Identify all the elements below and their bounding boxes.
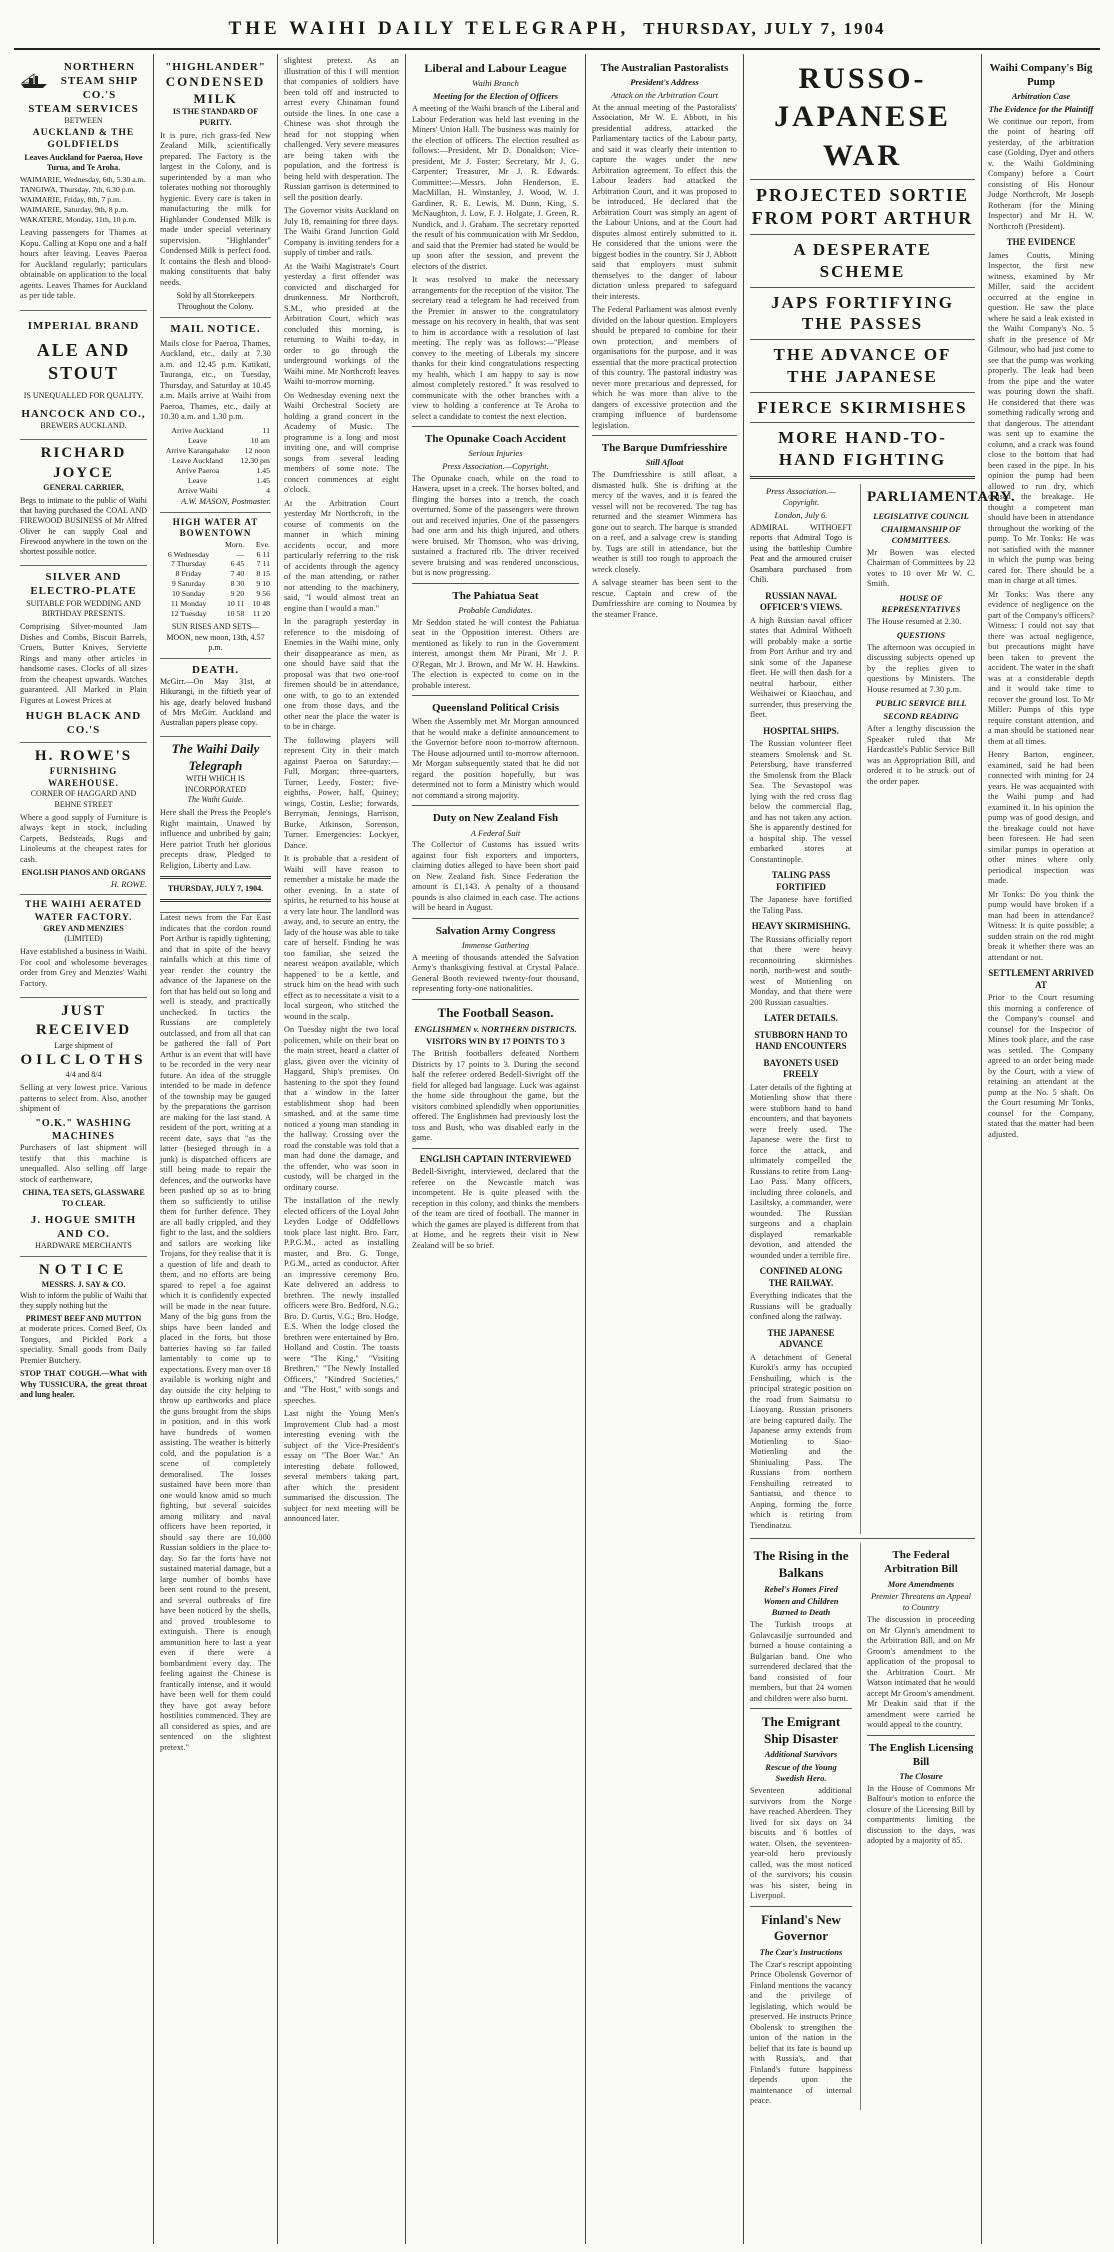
column-telegrams: Liberal and Labour League Waihi Branch Meeting for the Election of Officers A meeting of the Waihi branch of the Liberal and Labour Federation was held last evening in the Miners' Union Hall. The business was mainly for the election of officers. The election resulted as follows:—President, Mr D. Donaldson; Vice-president, Mr J. Foster; Secretary, Mr J. G. Carpenter; Treasurer, Mr J. R. Edwards. Committee:—Messrs. John Henderson, E. MacMillan, H. Winstanley, J. Wood, W. J. Gardiner, R. E. Lewis, M. Dunn, King, S. McNaughton, J. Low, F. J. Holgate, J. Green, R. Nundick, and J. Graham. The secretary reported the result of his communication with Mr Seddon, and said that the Premier had stated he would be up soon after the session, and prevent the electors of the district. It was resolved to make the necessary arrangements for the reception of the visitor. The secretary read a telegram he had received from the Premier in answer to the congratulatory message on his recovery in health, that was sent to him in accordance with a resolution of last meeting. The reply was as follows:—"Please convey to the meeting of Liberals my sincere thanks for their kind congratulations respecting my health, which I am happy to say is now almost completely restored." It was resolved to communicate with the other branches with a view to holding a conference at Te Aroha to select a candidate to contest the next election. The Opunake Coach Accident Serious Injuries Press Association.—Copyright. The Opunake coach, while on the road to Hawera, upset in a creek. The horses bolted, and flinging the horses into a trench, the coach overturned. Some of the passengers were thrown out and received injuries. One of the passengers had one arm and his thigh injured, and others were bruised. Mr Thomson, who was driving, sustained a fractured rib. The driver received severe bruising and was rendered unconscious, but is now progressing. The Pahiatua Seat Probable Candidates. Mr Seddon stated he will contest the Pahiatua seat in the Opposition interest. Others are mentioned as likely to run in the Government interest, amongst them Mr Pirani, Mr J. P. O'Regan, Mr J. Brown, and Mr W. H. Hawkins. The election is expected to come on in the probable interest. Queensland Political Crisis When the Assembly met Mr Morgan announced that he would make a definite announcement to the Governor before noon to-morrow afternoon. The House adjourned until to-morrow afternoon. Mr Morgan subsequently stated that he did not regard the position hopefully, but was determined not to form a Ministry which would not command a strong majority. Duty on New Zealand Fish A Federal Suit The Collector of Customs has issued writs against four fish exporters and importers, claiming duties alleged to have been short paid on New Zealand fish. Since Federation the amount is £1,143. A penalty of a thousand pounds is also claimed in each case. The actions will be heard in August. Salvation Army Congress Immense Gathering A meeting of thousands attended the Salvation Army's thanksgiving festival at Crystal Palace. General Booth reviewed twenty-four thousand, representing forty-one nationalities. The Football Season. ENGLISHMEN v. NORTHERN DISTRICTS. VISITORS WIN BY 17 POINTS TO 3 The British footballers defeated Northern Districts by 17 points to 3. During the second half the referee ordered Bedell-Sivright off the field for alleged bad language. Luck was against the home side throughout the game, but the visitors combined splendidly when opportunities offered. The Englishmen had previously lost the toss and Bush, who was disabled early in the game. ENGLISH CAPTAIN INTERVIEWED Bedell-Sivright, interviewed, declared that the referee on the Newcastle match was incompetent. He is quite pleased with the reception in this colony, and thinks the members of the team are tired of football. The manner in which the games are played is different from that at Home, and he regrets their visit in New Zealand will be so brief.: [406, 54, 586, 2244]
rowe-ad: H. ROWE'S FURNISHING WAREHOUSE. CORNER OF HAGGARD AND BEHNE STREET Where a good supply of Furniture is always kept in stock, including Carpets, Bedsteads, Rugs and Linoleums at the cheapest rates for cash. ENGLISH PIANOS AND ORGANS H. ROWE.: [20, 743, 147, 895]
war-bayonets: BAYONETS USED FREELY: [763, 1057, 839, 1080]
federal-title: The Federal Arbitration Bill: [884, 1549, 958, 1576]
liberal-title: Liberal and Labour League: [424, 61, 567, 75]
mail-cell: 1.45: [256, 465, 270, 475]
water-sun: SUN RISES AND SETS—: [171, 622, 260, 632]
pastoralists-sub2: Attack on the Arbitration Court: [610, 89, 719, 100]
aerated-ad: THE WAIHI AERATED WATER FACTORY. GREY AND MENZIES (LIMITED) Have established a business in Waihi. For cool and wholesome beverages order from Grey and Menzies' Waihi Factory.: [20, 895, 147, 998]
water-cell: 7 11: [256, 559, 270, 569]
received-washing: "O.K." WASHING MACHINES: [35, 1117, 132, 1142]
war-dateline: London, July 6.: [774, 509, 828, 520]
water-cell: 9 10: [256, 579, 270, 589]
war-hospital: HOSPITAL SHIPS.: [763, 725, 839, 736]
sailing-line: WAIMARIE, Saturday, 9th, 8 p.m.: [20, 205, 129, 215]
licensing-title: The English Licensing Bill: [868, 1741, 974, 1768]
masthead-date: THURSDAY, JULY 7, 1904: [643, 19, 886, 38]
highlander-product: CONDENSED MILK: [165, 74, 266, 106]
war-heavy: HEAVY SKIRMISHING.: [751, 921, 851, 932]
column-war-news: [586, 54, 1016, 2244]
opunake-sub: Serious Injuries: [468, 448, 523, 459]
finland-title: Finland's New Governor: [761, 1911, 841, 1944]
water-cell: 6 Wednesday: [167, 549, 210, 559]
war-lead: ADMIRAL WITHOEFT reports that Admiral Togo is using the battleship Cumbre Peat and the armoured cruiser Osambara purchased from Chili.: [750, 522, 852, 585]
highlander-line: IS THE STANDARD OF PURITY.: [172, 107, 259, 127]
war-headline-4: JAPS FORTIFYING THE PASSES: [771, 292, 954, 334]
water-cell: 11 Monday: [170, 599, 207, 609]
mail-cell: Arrive Paeroa: [175, 465, 220, 475]
war-headline: RUSSO-JAPANESE WAR: [774, 62, 951, 172]
opunake-press: Press Association.—Copyright.: [442, 461, 549, 472]
parliament-reps: HOUSE OF REPRESENTATIVES: [881, 592, 961, 614]
received-firm: J. HOGUE SMITH AND CO.: [30, 1213, 137, 1240]
water-cell: 8 30: [230, 579, 245, 589]
federal-sub: More Amendments: [887, 1578, 955, 1589]
stout-line2: ALE AND STOUT: [36, 339, 131, 383]
received-china: CHINA, TEA SETS, GLASSWARE TO CLEAR.: [22, 1188, 145, 1208]
mail-cell: 12 noon: [244, 445, 270, 455]
mail-cell: 11: [262, 425, 270, 435]
notice-body: Wish to inform the public of Waihi that they supply nothing but the: [20, 1290, 147, 1310]
silver-name: HUGH BLACK AND CO.'S: [25, 710, 142, 737]
death-title: DEATH.: [191, 663, 240, 676]
received-title: JUST RECEIVED: [35, 1003, 132, 1039]
licensing-sub: The Closure: [899, 1770, 943, 1781]
balkans-sub: Rebel's Homes Fired: [764, 1583, 838, 1594]
joyce-ad: [20, 440, 147, 566]
stout-line5: BREWERS AUCKLAND.: [40, 421, 127, 431]
barque-sub: Still Afloat: [645, 457, 684, 468]
mail-title: MAIL NOTICE.: [170, 322, 261, 335]
steam-ship-route: AUCKLAND & THE GOLDFIELDS: [32, 127, 135, 150]
editorial: Latest news from the Far East indicates that the cordon round Port Arthur is rapidly tightening, and that in spite of the heavy rainfalls which at this time of year render the country the advance of the Japanese on the fort that has held out so long and well is steady, and practically unchecked. In tactics the Russians are completely outclassed, and from all that can be gathered the fall of Port Arthur is an event that will have to be recorded in the very near future. An idea of the struggle intended to be made in defence of the township may be gauged by the preparations the garrison are making for the last stand. A resident of the port, writing at a recent date, says that "as the latter (besieged through in a junk) is dispatched officers are still being made to repair the defences, and the outworks have been pushed up so as to bring them so sufficiently to utilise them for further defence. They are all badly crippled, and they fight to the last, and the soldiers and sailors are working like Trojans, for they realise that it is a question of life and death to them, and no efforts are being spared to repel a foe against which it is confidently expected will be made in the near future. Many of the big guns from the ships have been landed and placed in the forts, but those batteries having so far failed lamentably to come up to expectations. Every man over 18 available is working night and day outside the city helping to throw up earthworks and place the guns brought from the ships in position, and in this work have hundreds of women assisting. The weather is bitterly cold, and the population is a scene of completely demoralised. The losses sustained have been more than one would know amid so much fighting, but several suicides among military and naval officers have been reported, it should say there are 10,000 Russian soldiers in the place to-day. So far the forts have not sustained material damage, but a large number of bombs have been sent round to the present, and several outbreaks of fire have been noticed by the shells, and proved troublesome to extinguish. There is enough ammunition here to last a year even if there were a bombardment every day. The feeling against the Chinese is frantically intense, and it would have been well for them could they have got away before hostilities commenced. They are all considered as spies, and are sentenced on the slightest pretext.": [160, 913, 271, 1752]
sailing-line: WAKATERE, Monday, 11th, 10 p.m.: [20, 215, 137, 225]
war-taling: TALING PASS FORTIFIED: [771, 870, 831, 892]
steam-ship-title: NORTHERN STEAM SHIP CO.'S: [60, 61, 139, 102]
masthead: [14, 10, 1100, 50]
pastoral-subcolumn: The Australian Pastoralists President's Address Attack on the Arbitration Court At the annual meeting of the Pastoralists' Association, Mr W. E. Abbott, in his presidential address, attacked the Parliamentary tactics of the Labour party, and said it was clearly their intention to capture the wages under the new Arbitration agreement. To effect this the Labour leaders had attacked the Arbitration Court, and it was proposed to be introduced. He declared that the Arbitration Court was simply an agent of the Labour Unions, and at the Court had disputes almost entirely submitted to it. He considered that the unions were the biggest bodies in the country. Sir J. Abbott said that employers must submit themselves to the danger of labour dictation unless prepared to safeguard their interests. The Federal Parliament was almost evenly divided on the labour question. Employers should be prepared to combine for their own protection, and members of organisations for the purpose, and it was essential that the more practical protection of this country. The pastoral industry was never more precarious and depressed, for which he was more than alive to the dangers of excessive protection and the cramping influence of burdensome legislation. The Barque Dumfriesshire Still Afloat The Dumfriesshire is still afloat, a dismasted hulk. She is drifting at the mercy of the waves, and it is feared the vessel will not be recovered. The tug has returned and the steamer Wimmera has gone out to search. The barque is stranded on a reef, and a salvage crew is standing by. Tugs are still in attendance, but the weather is still too rough to approach the wreck closely. A salvage steamer has been sent to the rescue. Captain and crew of the Dumfriesshire are coming to Noumea by the steamer France.: [586, 54, 744, 2244]
column-pump-case: Waihi Company's Big Pump Arbitration Case The Evidence for the Plaintiff We continue our report, from the point of hearing off yesterday, of the arbitration case (Golding, Dyer and others v. the Waihi Goldmining Company) before a Court consisting of His Honour Judge Northcroft, Mr Joseph Rotheram (for the Mining Inspector) and Mr H. W. Northcroft (President). THE EVIDENCE James Coutts, Mining Inspector, the first new witness, examined by Mr Miller, said the accident occurred at the engine in question. He saw the place where he said a leak existed in the Waihi Company's No. 5 shaft in the presence of Mr Gilmour, who had just come to see that the pump was working properly. The leak had been from the pipe and the water was pouring down the shaft. He considered that there was something radically wrong and that dangerous. The attendant was sent up to examine the column, and a crack was found close to the bottom that had been cased in the pipe. In his opinion the pump had been allowed to run dry, which caused the breakage. He thought a competent man should have been in attendance throughout the working of the pump. To Mr Tonks: He was not satisfied with the manner in which the pump was being cared for. There should be a man in charge at all times. Mr Tonks: Was there any evidence of negligence on the part of the Company's officers? Witness: I could not say that there was actual negligence, but precautions might have been taken to prevent the accident. The water in the shaft was at a considerable depth and it would take time to recover the ground lost. To Mr Miller: Pumps of this type require constant attention, and a man should be stationed near them at all times. Henry Barton, engineer, examined, said he had been connected with mining for 24 years. He was acquainted with the Waihi pump and had examined it. In his opinion the pump was of good design, and the breakage could not have been foreseen. He had seen similar pumps in operation at other mines where only periodical inspection was made. Mr Tonks: Do you think the pump would have broken if a man had been in attendance? Witness: It is quite possible; a sudden strain on the rod might break it whether there was an attendant or not. SETTLEMENT ARRIVED AT Prior to the Court resuming this morning a conference of the Company's counsel and counsel for the Inspector of Mines took place, and the case was settled. The Company agreed to an order being made by the Court, with a view of retaining an attendant at the pump at the No. 5 shaft. On the Court resuming Mr Tonks, counsel for the Company, stated that the matter had been adjusted.: [988, 62, 1094, 1139]
mail-cell: 4: [266, 485, 270, 495]
football-score: VISITORS WIN BY 17 POINTS TO 3: [426, 1036, 565, 1047]
salvation-title: Salvation Army Congress: [435, 924, 556, 937]
received-item: OILCLOTHS: [20, 1051, 147, 1068]
emigrant-title: The Emigrant Ship Disaster: [761, 1714, 841, 1746]
pastoralists-sub: President's Address: [630, 77, 699, 88]
war-subcolumn: RUSSO-JAPANESE WAR PROJECTED SORTIE FROM PORT ARTHUR A DESPERATE SCHEME JAPS FORTIFYING THE PASSES THE ADVANCE OF THE JAPANESE FIERCE SKIRMISHES MORE HAND-TO-HAND FIGHTING Press Association.—Copyright. London, July 6. ADMIRAL WITHOEFT reports that Admiral Togo is using the battleship Cumbre Peat and the armoured cruiser Osambara purchased from Chili. RUSSIAN NAVAL OFFICER'S VIEWS. A high Russian naval officer states that Admiral Withoeft will probably make a sortie from Port Arthur and try and sink some of the Japanese fleet. He will then dash for a neutral harbour, either Weihaiwei or Kiaochau, and surrender, thus preserving the fleet. HOSPITAL SHIPS. The Russian volunteer fleet steamers Smolensk and St. Petersburg, have transferred the Smolensk from the Black Sea. The Sevastopol was lying with the red cross flag below the commercial flag, and has not taken any action. She is apparently destined for a hospital ship. The vessel embarked stores at Constantinople. TALING PASS FORTIFIED The Japanese have fortified the Taling Pass. HEAVY SKIRMISHING. The Russians officially report that there were heavy reconnoitring skirmishes north, north-west and south-west of Motienling on Monday, and that there were 200 Russian casualties. LATER DETAILS. STUBBORN HAND TO HAND ENCOUNTERS BAYONETS USED FREELY Later details of the fighting at Motienling show that there were stubborn hand to hand encounters, and that bayonets were freely used. The Japanese were the first to force the attack, and ultimately compelled the Russians to retire from Lang-Lao Pass. Many officers, including three colonels, and Lasiltsky, a commander, were wounded. The Russian surgeons and a chaplain displayed remarkable devotion, and attended the wounded under a terrible fire. CONFINED ALONG THE RAILWAY. Everything indicates that the Russians will be gradually confined along the railway. THE JAPANESE ADVANCE A detachment of General Kuroki's army has occupied Fenshuiling, which is the principal strategic position on the road from Saimatsu to Liaoyang. Russian prisoners are being captured daily. The Japanese army extends from Motienling to Siao-Motienling and the Shiniualing Pass. The Russians from northern Fenshuiling retreated to Santiatsu, and thence to Anping, forming the force which is retiring from Tiendinatzu. PARLIAMENTARY. LEGISLATIVE COUNCIL CHAIRMANSHIP OF COMMITTEES. Mr Bowen was elected Chairman of Committees by 22 votes to 10 over Mr W. C. Smith. HOUSE OF REPRESENTATIVES The House resumed at 2.30. QUESTIONS The afternoon was occupied in discussing subjects opened up by the replies given to questions by Ministers. The House resumed at 7.30 p.m. PUBLIC SERVICE BILL SECOND READING After a lengthy discussion the Speaker ruled that Mr Hardcastle's Public Service Bill was an Appropriation Bill, and ordered it to be struck out of the order paper. The Rising in the Balkans Rebel's Homes Fired Women and Children Burned to Death The Turkish troops at Gnlavcasilje surrounded and burned a house containing a Bulgarian band. One who surrendered declared that the band consisted of four members, but that 24 women and children were also burnt. The Emigrant Ship Disaster Additional Survivors Rescue of the Young Swedish Hero. Seventeen additional survivors from the Norge have reached Aberdeen. They lived for six days on 34 biscuits and 6 bottles of water. Olsen, the seventeen-year-old hero previously called, was the most noticed of the survivors; his cousin was his sister, being in Liverpool. Finland's New Governor The Czar's Instructions The Czar's rescript appointing Prince Obolensk Governor of Finland mentions the vacancy and the privilege of legislating, which would be preserved. He instructs Prince Obolensk to strengthen the union of the nation in the belief that its fate is bound up with Russia's, and that Finland's future happiness depends upon the maintenance of internal peace. The Federal Arbitration Bill More Amendments Premier Threatens an Appeal to Country The discussion in proceeding on Mr Glynn's amendment to the Arbitration Bill, and on Mr Groom's amendment to the application of the proposal to the Arbitration Court. Mr Watson intimated that he would accept Mr Groom's amendment. Mr Deakin said that if the amendment were carried he would appeal to the country. The English Licensing Bill The Closure In the House of Commons Mr Balfour's motion to enforce the closure of the Licensing Bill by compartments limiting the discussion to the days, was adopted by a majority of 85.: [744, 54, 981, 2244]
mail-cell: Arrive Karangahake: [165, 445, 230, 455]
duty-title: Duty on New Zealand Fish: [432, 812, 559, 825]
water-cell: 9 Saturday: [171, 579, 206, 589]
notice-meat: PRIMEST BEEF AND MUTTON: [25, 1314, 142, 1324]
paper-title: The Waihi Daily Telegraph: [171, 741, 260, 773]
pump-evidence: THE EVIDENCE: [1006, 237, 1076, 248]
steam-ship-between: BETWEEN: [64, 116, 103, 126]
notice-title: NOTICE: [38, 1262, 129, 1279]
parliament-column: PARLIAMENTARY. LEGISLATIVE COUNCIL CHAIRMANSHIP OF COMMITTEES. Mr Bowen was elected Chairman of Committees by 22 votes to 10 over Mr W. C. Smith. HOUSE OF REPRESENTATIVES The House resumed at 2.30. QUESTIONS The afternoon was occupied in discussing subjects opened up by the replies given to questions by Ministers. The House resumed at 7.30 p.m. PUBLIC SERVICE BILL SECOND READING After a lengthy discussion the Speaker ruled that Mr Hardcastle's Public Service Bill was an Appropriation Bill, and ordered it to be struck out of the order paper.: [860, 484, 975, 1534]
parliament-questions: QUESTIONS: [896, 630, 946, 641]
parliament-reading: SECOND READING: [883, 711, 959, 722]
water-cell: 8 Friday: [175, 569, 202, 579]
parliament-pwb: PUBLIC SERVICE BILL: [875, 698, 967, 709]
rowe-addr: CORNER OF HAGGARD AND BEHNE STREET: [30, 789, 137, 809]
steam-ship-ad: NORTHERN STEAM SHIP CO.'S STEAM SERVICES BETWEEN AUCKLAND & THE GOLDFIELDS Leaves Auckland for Paeroa, Hove Turua, and Te Aroha. WAIMARIE, Wednesday, 6th, 5.30 a.m. TANGIWA, Thursday, 7th, 6.30 p.m. WAIMARIE, Friday, 8th, 7 p.m. WAIMARIE, Saturday, 9th, 8 p.m. WAKATERE, Monday, 11th, 10 p.m. Leaving passengers for Thames at Kopu. Calling at Kopu one and a half hours after leaving. Leaves Paeroa for Auckland regularly; particulars obtainable on application to the local agents. Leaves Thames for Auckland as per tide table.: [20, 56, 147, 311]
notice-firm: MESSRS. J. SAY & CO.: [41, 1280, 126, 1290]
paper-date: THURSDAY, JULY 7, 1904.: [167, 884, 264, 894]
war-story-column: Press Association.—Copyright. London, July 6. ADMIRAL WITHOEFT reports that Admiral Togo is using the battleship Cumbre Peat and the armoured cruiser Osambara purchased from Chili. RUSSIAN NAVAL OFFICER'S VIEWS. A high Russian naval officer states that Admiral Withoeft will probably make a sortie from Port Arthur and try and sink some of the Japanese fleet. He will then dash for a neutral harbour, either Weihaiwei or Kiaochau, and surrender, thus preserving the fleet. HOSPITAL SHIPS. The Russian volunteer fleet steamers Smolensk and St. Petersburg, have transferred the Smolensk from the Black Sea. The Sevastopol was lying with the red cross flag below the commercial flag, and has not taken any action. She is apparently destined for a hospital ship. The vessel embarked stores at Constantinople. TALING PASS FORTIFIED The Japanese have fortified the Taling Pass. HEAVY SKIRMISHING. The Russians officially report that there were heavy reconnoitring skirmishes north, north-west and south-west of Motienling on Monday, and that there were 200 Russian casualties. LATER DETAILS. STUBBORN HAND TO HAND ENCOUNTERS BAYONETS USED FREELY Later details of the fighting at Motienling show that there were stubborn hand to hand encounters, and that bayonets were freely used. The Japanese were the first to force the attack, and ultimately compelled the Russians to retire from Lang-Lao Pass. Many officers, including three colonels, and Lasiltsky, a commander, were wounded. The Russian surgeons and a chaplain displayed remarkable devotion, and attended the wounded under a terrible fire. CONFINED ALONG THE RAILWAY. Everything indicates that the Russians will be gradually confined along the railway. THE JAPANESE ADVANCE A detachment of General Kuroki's army has occupied Fenshuiling, which is the principal strategic position on the road from Saimatsu to Liaoyang. Russian prisoners are being captured daily. The Japanese army extends from Motienling to Siao-Motienling and the Shiniualing Pass. The Russians from northern Fenshuiling retreated to Santiatsu, and thence to Anping, forming the force which is retiring from Tiendinatzu.: [750, 485, 852, 1530]
duty-sub: A Federal Suit: [470, 827, 521, 838]
water-cell: —: [236, 549, 245, 559]
sailing-line: TANGIWA, Thursday, 7th, 6.30 p.m.: [20, 185, 136, 195]
salvation-sub: Immense Gathering: [461, 940, 530, 950]
federal-sub2: Premier Threatens an Appeal to Country: [870, 1591, 972, 1613]
war-press: Press Association.—Copyright.: [766, 485, 836, 507]
water-cell: 6 11: [256, 549, 270, 559]
steamship-icon: [20, 73, 48, 89]
mail-cell: 12.30 pm: [240, 455, 270, 465]
received-ad: JUST RECEIVED Large shipment of OILCLOTHS 4/4 and 8/4 Selling at very lowest price. Various patterns to select from. Also, another shipment of "O.K." WASHING MACHINES Purchasers of last shipment will testify that this machine is unequalled. Also selling off large stock of earthenware, CHINA, TEA SETS, GLASSWARE TO CLEAR. J. HOGUE SMITH AND CO. HARDWARE MERCHANTS: [20, 998, 147, 1257]
parliament-council: LEGISLATIVE COUNCIL: [873, 511, 969, 522]
sailing-line: WAIMARIE, Wednesday, 6th, 5.30 a.m.: [20, 175, 146, 185]
english-title: ENGLISH CAPTAIN INTERVIEWED: [419, 1153, 572, 1164]
mail-cell: 10 am: [250, 435, 270, 445]
highlander-ad: "HIGHLANDER" CONDENSED MILK IS THE STANDARD OF PURITY. It is pure, rich grass-fed New Zealand Milk, scientifically prepared. The Factory is the largest in the Colony, and is superintended by a man who tolerates nothing not thoroughly hygienic. Every care is taken in manufacturing the milk for Highlander Condensed Milk is made under special veterinary supervision. "Highlander" Condensed Milk is perfect food. It contains the flesh and blood-making constituents that baby needs. Sold by all Storekeepers Throughout the Colony.: [160, 56, 271, 318]
water-head: Eve.: [255, 539, 270, 549]
high-water-table: [160, 513, 271, 659]
water-head: Morn.: [224, 539, 245, 549]
finland-sub: The Czar's Instructions: [759, 1946, 843, 1957]
war-later: LATER DETAILS.: [764, 1013, 838, 1024]
joyce-name: RICHARD JOYCE: [40, 445, 127, 481]
stout-line4: HANCOCK AND CO.,: [21, 408, 146, 421]
balkans-title: The Rising in the Balkans: [753, 1548, 849, 1580]
columns: [14, 54, 1100, 2244]
steam-ship-subtitle: STEAM SERVICES: [28, 103, 139, 116]
aerated-owners: GREY AND MENZIES: [43, 923, 124, 933]
mail-cell: 1.45: [256, 475, 270, 485]
silver-sub: SUITABLE FOR WEDDING AND BIRTHDAY PRESENTS.: [26, 598, 141, 618]
water-cell: 7 40: [230, 569, 245, 579]
silver-ad: SILVER AND ELECTRO-PLATE SUITABLE FOR WEDDING AND BIRTHDAY PRESENTS. Comprising Silver-mounted Jam Dishes and Combs, Biscuit Barrels, Cruets, Butter Knives, Serviette Rings and many other articles in handsome cases. Clocks of all sizes from the cheapest upwards. Watches guaranteed. All Marked in Plain Figures at Lowest Prices at HUGH BLACK AND CO.'S: [20, 566, 147, 743]
mail-sign: A.W. MASON, Postmaster.: [181, 495, 271, 506]
received-sub: Large shipment of: [54, 1040, 113, 1050]
rowe-title: FURNISHING WAREHOUSE.: [48, 766, 119, 788]
water-cell: 10 Sunday: [172, 589, 206, 599]
death-notice: [160, 659, 271, 737]
pump-settlement: SETTLEMENT ARRIVED AT: [988, 968, 1094, 990]
war-headline-2: PROJECTED SORTIE FROM PORT ARTHUR: [751, 185, 974, 229]
aerated-ltd: (LIMITED): [64, 934, 103, 943]
steam-ship-leaves: Leaves Auckland for Paeroa, Hove Turua, and Te Aroha.: [24, 152, 143, 173]
sailing-line: WAIMARIE, Friday, 8th, 7 p.m.: [20, 195, 122, 205]
mail-cell: Leave Auckland: [172, 455, 223, 465]
water-cell: 9 20: [230, 589, 245, 599]
mail-cell: Leave: [187, 435, 207, 445]
joyce-body: Begs to intimate to the public of Waihi that having purchased the COAL AND FIREWOOD BUSINESS of Mr Alfred Oliver he can supply Coal and Firewood anywhere in the town on the shortest possible notice.: [20, 495, 147, 557]
water-cell: 9 56: [256, 589, 270, 599]
water-cell: 6 45: [230, 559, 245, 569]
pahiatua-title: The Pahiatua Seat: [452, 589, 539, 602]
received-size: 4/4 and 8/4: [65, 1070, 102, 1080]
pahiatua-sub: Probable Candidates.: [458, 605, 533, 616]
water-cell: 10 11: [226, 599, 245, 609]
war-headline-7: MORE HAND-TO-HAND FIGHTING: [778, 428, 947, 470]
rowe-piano: ENGLISH PIANOS AND ORGANS: [21, 868, 146, 878]
mail-notice: MAIL NOTICE. Mails close for Paeroa, Thames, Auckland, etc., daily at 7.30 a.m. and 12.45 p.m. Katikati, Tauranga, etc., on Tuesday, Thursday, and Saturday at 10.45 a.m. Mails arrive at Waihi from Paeroa, Thames, etc., daily at 10.30 a.m. and 1.30 p.m. Arrive Auckland 11 Leave 10 am Arrive Karangahake 12 noon Leave Auckland 12.30 pm Arrive Paeroa 1.45 Leave 1.45 Arrive Waihi 4 A.W. MASON, Postmaster.: [160, 318, 271, 513]
rowe-sign: H. ROWE.: [110, 878, 147, 889]
paper-sub: WITH WHICH IS INCORPORATED: [185, 774, 246, 794]
water-cell: 7 Thursday: [171, 559, 207, 569]
war-confined: CONFINED ALONG THE RAILWAY.: [759, 1266, 843, 1288]
death-body: McGirr.—On May 31st, at Hikurangi, in the fiftieth year of his age, dearly beloved husband of Mrs McGirr. Auckland and Australian papers please copy.: [160, 677, 271, 727]
mail-cell: Arrive Waihi: [177, 485, 218, 495]
football-title: The Football Season.: [437, 1004, 554, 1020]
water-moon: MOON, new moon, 13th, 4.57 p.m.: [166, 632, 265, 652]
column-notices: [154, 54, 278, 2244]
mail-cell: Leave: [187, 475, 207, 485]
emigrant-sub2: Rescue of the Young Swedish Hero.: [765, 1762, 837, 1784]
stout-line1: IMPERIAL BRAND: [27, 319, 140, 332]
column-local-news: slightest pretext. As an illustration of this I will mention that companies of soldiers have been told off and instructed to arrest every Chinaman found outside the lines. In one case a Chinese was shot through the head for not stopping when challenged. Very severe measures are being taken with the population, and the fortress is being held with desperation. The Russian garrison is determined to sell the position dearly. The Governor visits Auckland on July 18, remaining for three days. The Waihi Grand Junction Gold Company is inviting tenders for a supply of timber and rails. At the Waihi Magistrate's Court yesterday a first offender was convicted and discharged for drunkenness. Mr Northcroft, S.M., who presided at the Arbitration Court, which was concluded this morning, is returning to Waihi to-day, in order to go through the underground workings of the Waihi mine. Mr Northcroft leaves Waihi to-morrow morning. On Wednesday evening next the Waihi Orchestral Society are holding a grand concert in the Academy of Music. The programme is a long and most inviting one, and will comprise songs from several leading members of some note. The concert commences at eight o'clock. At the Arbitration Court yesterday Mr Northcroft, in the course of comments on the manner in which mining accidents occur, and more particularly referring to the risk of accidents through the agency of the man attending, or rather not attending to the machinery, said, "I would almost treat an engine than I would a man." In the paragraph yesterday in reference to the misdoing of Enemies in the Waihi mine, only their disappearance as men, as one should have said that the proposal was that two one-roof firemen should be in attendance, one with, to go to an extended one from those days, and the other near the place the water is to be in charge. The following players will represent City in their match against Paeroa on Saturday:—Full, Morgan; three-quarters, Turner, Leedy, Foster; five-eighths, Power, half, Quiney; wings, Costin, Leslie; forwards, Berryman, Jennings, Harrison, Burke, Atkinson, Sorenson, Turner. Emergencies: Lockyer, Dance. It is probable that a resident of Waihi will have reason to remember a mistake he made the other evening. In a state of spirits, he returned to his house at a very late hour. The landlord was away, and, to secure an entry, the lady of the house was able to take care of herself. Finding he was too familiar, she seized the nearest weapon available, which happened to be a kettle, and struck him on the head with such effect as to necessitate a visit to a local surgeon, who stitched the wound in the scalp. On Tuesday night the two local policemen, while on their beat on the main street, heard a clatter of glass, given over the vicinity of Haggard, Ship's premises. On hastening to the spot they found that a window in the latter establishment shop had been smashed, and at the same time noticed a young man standing in the hallway. Crossing over the road the constable was told that a man had done the damage, and the offender, who was soon in custody, will be charged in the ordinary course. The installation of the newly elected officers of the Loyal John Leyden Lodge of Oddfellows took place last night. Bro. Farr, P.P.G.M., acted as installing master, and Bro. G. Tonge, P.G.M., acted as conductor. After an impressive ceremony Bro. Kate delivered an address to brethren. The newly installed officers were Bro. Bedford, N.G.; Bro. D. Curtis, V.G.; Bro. Hodge, E.S. When the lodge closed the brethren were entertained by Bro. Holland and Costin. The toasts were "The King," "Visiting Brethren," "The Newly Installed Officers," "Kindred Societies," and "The Host," with songs and speeches. Last night the Young Men's Improvement Club had a most interesting evening with the subject of the Vice-President's essay on "The Boer War." An interesting debate followed, several members taking part, after which the president summarised the discussion. The subject for next meeting will be announced later.: [278, 54, 406, 2244]
water-cell: 12 Tuesday: [170, 609, 207, 619]
aerated-title: THE WAIHI AERATED WATER FACTORY.: [25, 900, 142, 923]
highlander-title: "HIGHLANDER": [165, 61, 266, 73]
notice-ad: NOTICE MESSRS. J. SAY & CO. Wish to inform the public of Waihi that they supply nothing but the PRIMEST BEEF AND MUTTON at moderate prices. Corned Beef, Ox Tongues, and Pickled Pork a speciality. Small goods from Daily Premier Butchery. STOP THAT COUGH.—What with Why TUSSICURA, the great throat and lung healer.: [20, 1262, 147, 1399]
war-russian: RUSSIAN NAVAL OFFICER'S VIEWS.: [759, 590, 843, 613]
water-title: HIGH WATER AT BOWENTOWN: [172, 516, 259, 539]
notice-tail: STOP THAT COUGH.—What with Why TUSSICURA, the great throat and lung healer.: [20, 1369, 147, 1399]
joyce-role: GENERAL CARRIER,: [43, 482, 124, 492]
war-advance: THE JAPANESE ADVANCE: [767, 1327, 835, 1350]
pump-title: Waihi Company's Big Pump: [989, 62, 1093, 89]
masthead-title: THE WAIHI DAILY TELEGRAPH,: [228, 18, 630, 39]
war-headline-5: THE ADVANCE OF THE JAPANESE: [773, 345, 952, 386]
emigrant-sub: Additional Survivors: [764, 1749, 838, 1760]
received-merchants: HARDWARE MERCHANTS: [35, 1240, 132, 1250]
rowe-name: H. ROWE'S: [34, 748, 133, 765]
stout-ad: [20, 311, 147, 441]
water-cell: 10 48: [252, 599, 270, 609]
war-headline-6: FIERCE SKIRMISHES: [757, 397, 968, 417]
water-cell: 11 20: [252, 609, 270, 619]
football-sub: ENGLISHMEN v. NORTHERN DISTRICTS.: [414, 1023, 577, 1034]
stout-line3: IS UNEQUALLED FOR QUALITY.: [23, 390, 144, 400]
pump-sub: Arbitration Case: [1011, 91, 1071, 102]
parliament-title: PARLIAMENTARY.: [867, 488, 1016, 505]
liberal-sub2: Meeting for the Election of Officers: [432, 91, 559, 102]
war-stubborn: STUBBORN HAND TO HAND ENCOUNTERS: [754, 1029, 848, 1052]
opunake-title: The Opunake Coach Accident: [425, 433, 566, 446]
water-cell: 8 15: [256, 569, 270, 579]
parliament-chair: CHAIRMANSHIP OF COMMITTEES.: [881, 524, 961, 545]
column-advertisements: [14, 54, 154, 2244]
balkans-sub2: Women and Children Burned to Death: [763, 1596, 839, 1618]
mail-cell: Arrive Auckland: [171, 425, 224, 435]
highlander-sold: Sold by all Storekeepers Throughout the Colony.: [176, 291, 255, 311]
pump-sub2: The Evidence for the Plaintiff: [988, 104, 1094, 115]
water-cell: 10 58: [226, 609, 245, 619]
paper-nameplate: The Waihi Daily Telegraph WITH WHICH IS INCORPORATED The Waihi Guide. Here shall the Press the People's Right maintain, Unawed by influence and unbribed by gain; Here patriot Truth her glorious precepts draw, Pledged to Religion, Liberty and Law. THURSDAY, JULY 7, 1904.: [160, 737, 271, 913]
liberal-sub: Waihi Branch: [472, 78, 519, 89]
pastoralists-title: The Australian Pastoralists: [600, 62, 729, 74]
paper-sub2: The Waihi Guide.: [187, 794, 244, 804]
war-headline-3: A DESPERATE SCHEME: [793, 240, 932, 281]
queensland-title: Queensland Political Crisis: [431, 702, 560, 715]
silver-title: SILVER AND ELECTRO-PLATE: [30, 571, 137, 598]
barque-title: The Barque Dumfriesshire: [601, 442, 728, 455]
mail-table: [160, 426, 271, 496]
